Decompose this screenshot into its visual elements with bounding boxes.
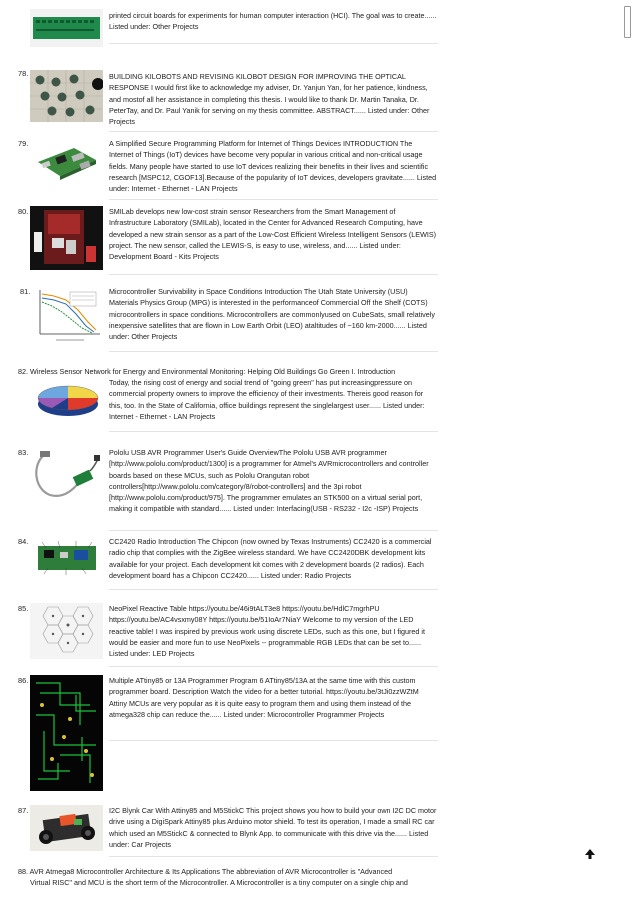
entry-description[interactable]: NeoPixel Reactive Table https://youtu.be/46i9tALT3e8 https://youtu.be/HdlC7mgrhPU https://youtu.be/AC4vsxmy08Y https://youtu.be/51IoAr7NiaY Welcome to my version of the LED reactive table! I was inspired by previous work using discrete LEDs, such as this one, but I figured it would be easier and more fun to use NeoPixels -- programmable RGB LEDs that can be set to...... Listed under: LED Projects [109,604,426,659]
entry-number: 84. [18,537,29,546]
divider [109,274,438,275]
entry-description[interactable]: printed circuit boards for experiments for human computer interaction (HCI). The goal was to create...... Listed under: Other Projects [109,11,437,32]
list-item [18,805,438,851]
list-item [18,447,438,525]
pie-chart-icon[interactable] [30,378,103,422]
entry-description[interactable]: BUILDING KILOBOTS AND REVISING KILOBOT DESIGN FOR IMPROVING THE OPTICAL RESPONSE I would first like to acknowledge my adviser, Dr. Yanjun Yan, for her patience, kindness, and mostof all her assistance in completing this thesis. I would like to thank Dr. Martin Tanaka, Dr. PeterTay, and Dr. Paul Yanik for serving on my thesis committee. ABSTRACT...... Listed under: Other Projects [109,72,430,127]
usb-programmer-cable-icon[interactable] [30,449,103,503]
list-item [18,536,438,584]
entry-number: 87. [18,806,29,815]
raspberry-pi-icon[interactable] [30,140,103,184]
entry-number: 83. [18,448,29,457]
list-item [18,206,438,272]
entry-number: 79. [18,139,29,148]
entry-number: 81. [20,287,31,296]
entry-number: 82. [18,367,28,376]
entry-description[interactable]: Virtual RISC" and MCU is the short term of the Microcontroller. A Microcontroller is a tiny computer on a single chip and [30,878,408,887]
entry-description[interactable]: SMILab develops new low-cost strain sensor Researchers from the Smart Management of Infrastructure Laboratory (SMILab), located in the Center for Advanced Research Computing, have developed a new strain sensor as a part of the Low-Cost Efficient Wireless Intelligent Sensors (LEWIS) project. The new sensor, called the LEWIS-S, is easy to use, wireless, and...... Listed under: Development Board - Kits Projects [109,207,437,262]
divider [109,351,438,352]
list-item [18,138,438,198]
entry-number: 88. [18,867,28,876]
divider [109,131,438,132]
rc-car-icon[interactable] [30,805,103,851]
divider [109,589,438,590]
entry-description[interactable]: A Simplified Secure Programming Platform for Internet of Things Devices INTRODUCTION The Internet of Things (IoT) devices have become very popular in various critical and non-critical usage fields. Many people have started to use IoT devices realizing their benefits in their lives and scientific research [MSPC12, CGOF13].Because of the popularity of IoT devices, developers gravitate...... Listed under: Internet - Ethernet - LAN Projects [109,139,437,194]
entry-heading[interactable] [18,366,438,377]
divider [109,431,438,432]
pcb-green-board-icon[interactable] [30,9,103,47]
entry-description[interactable]: Microcontroller Survivability in Space Conditions Introduction The Utah State University (USU) Materials Physics Group (MPG) is interested in the performanceof Commercial Off the Shelf (COTS) microcontrollers in space conditions. Microcontrollers are commonlyused on CubeSats, small relatively inexpensive satellites that are flown in Low Earth Orbit (LEO) ataltitudes of ~160 km-2000...... Listed under: Other Projects [109,287,435,342]
divider [109,666,438,667]
divider [109,740,438,741]
divider [109,43,438,44]
list-item [18,366,438,428]
divider [109,530,438,531]
divider [109,856,438,857]
list-item [18,286,438,346]
line-graph-icon[interactable] [30,286,103,344]
pcb-layout-icon[interactable] [30,675,103,791]
entry-number: 80. [18,207,29,216]
entry-description[interactable]: Today, the rising cost of energy and social trend of "going green" has put increasingpressure on commercial property owners to improve the efficiency of their investments. Thereis good reason for this, too. In the State of California, office buildings represent the singlelargest user...... Listed under: Internet - Ethernet - LAN Projects [109,378,425,421]
back-to-top-arrow-icon[interactable] [584,848,596,860]
entry-description[interactable]: CC2420 Radio Introduction The Chipcon (now owned by Texas Instruments) CC2420 is a commercial radio chip that complies with the ZigBee wireless standard. We have CC2420DBK development kits available for your project. Each development kit comes with 2 development boards (2 radios). Each development board has a Chipcon CC2420...... Listed under: Radio Projects [109,537,432,580]
list-item [18,866,448,896]
list-item [18,675,438,793]
entry-number: 78. [18,69,29,78]
hex-table-icon[interactable] [30,603,103,659]
list-item [18,68,438,126]
entry-heading[interactable] [18,866,448,877]
entry-number: 86. [18,676,29,685]
divider [109,199,438,200]
scrollbar-thumb[interactable] [624,6,631,38]
entry-description[interactable]: I2C Blynk Car With Attiny85 and M5StickC This project shows you how to build your own I2C DC motor drive using a DigiSpark Attiny85 plus Arduino motor shield. To test its operation, I made a small RC car which used an M5StickC & connected to Blynk App. to communicate with this drive via the...... Listed under: Car Projects [109,806,437,849]
list-item [18,603,438,663]
entry-description[interactable]: Multiple ATtiny85 or 13A Programmer Program 6 ATtiny85/13A at the same time with this custom programmer board. Description Watch the video for a better tutorial. https://youtu.be/3tJi0zzWZtM Attiny MCUs are very popular as it is quite easy to program them and using them instead of the atmega328 chip can reduce the...... Listed under: Microcontroller Programmer Projects [109,676,419,719]
radio-dev-board-icon[interactable] [30,538,103,578]
entry-title[interactable]: AVR Atmega8 Microcontroller Architecture & Its Applications The abbreviation of AVR Microcontroller is "Advanced [29,867,393,876]
entry-number: 85. [18,604,29,613]
entry-description[interactable]: Pololu USB AVR Programmer User's Guide OverviewThe Pololu USB AVR programmer [http://www.pololu.com/product/1300] is a programmer for Atmel's AVRmicrocontrollers and controller boards based on these MCUs, such as Pololu Orangutan robot controllers[http://www.pololu.com/category/8/robot-controllers] and the 3pi robot [http://www.pololu.com/product/975]. The programmer emulates an STK500 on a virtual serial port, making it compatible with standard...... Listed under: Interfacing(USB - RS232 - I2c -ISP) Projects [109,448,429,514]
kilobots-icon[interactable] [30,70,103,122]
strain-sensor-board-icon[interactable] [30,206,103,270]
entry-title[interactable]: Wireless Sensor Network for Energy and Environmental Monitoring: Helping Old Buildings Go Green I. Introduction [30,367,396,376]
